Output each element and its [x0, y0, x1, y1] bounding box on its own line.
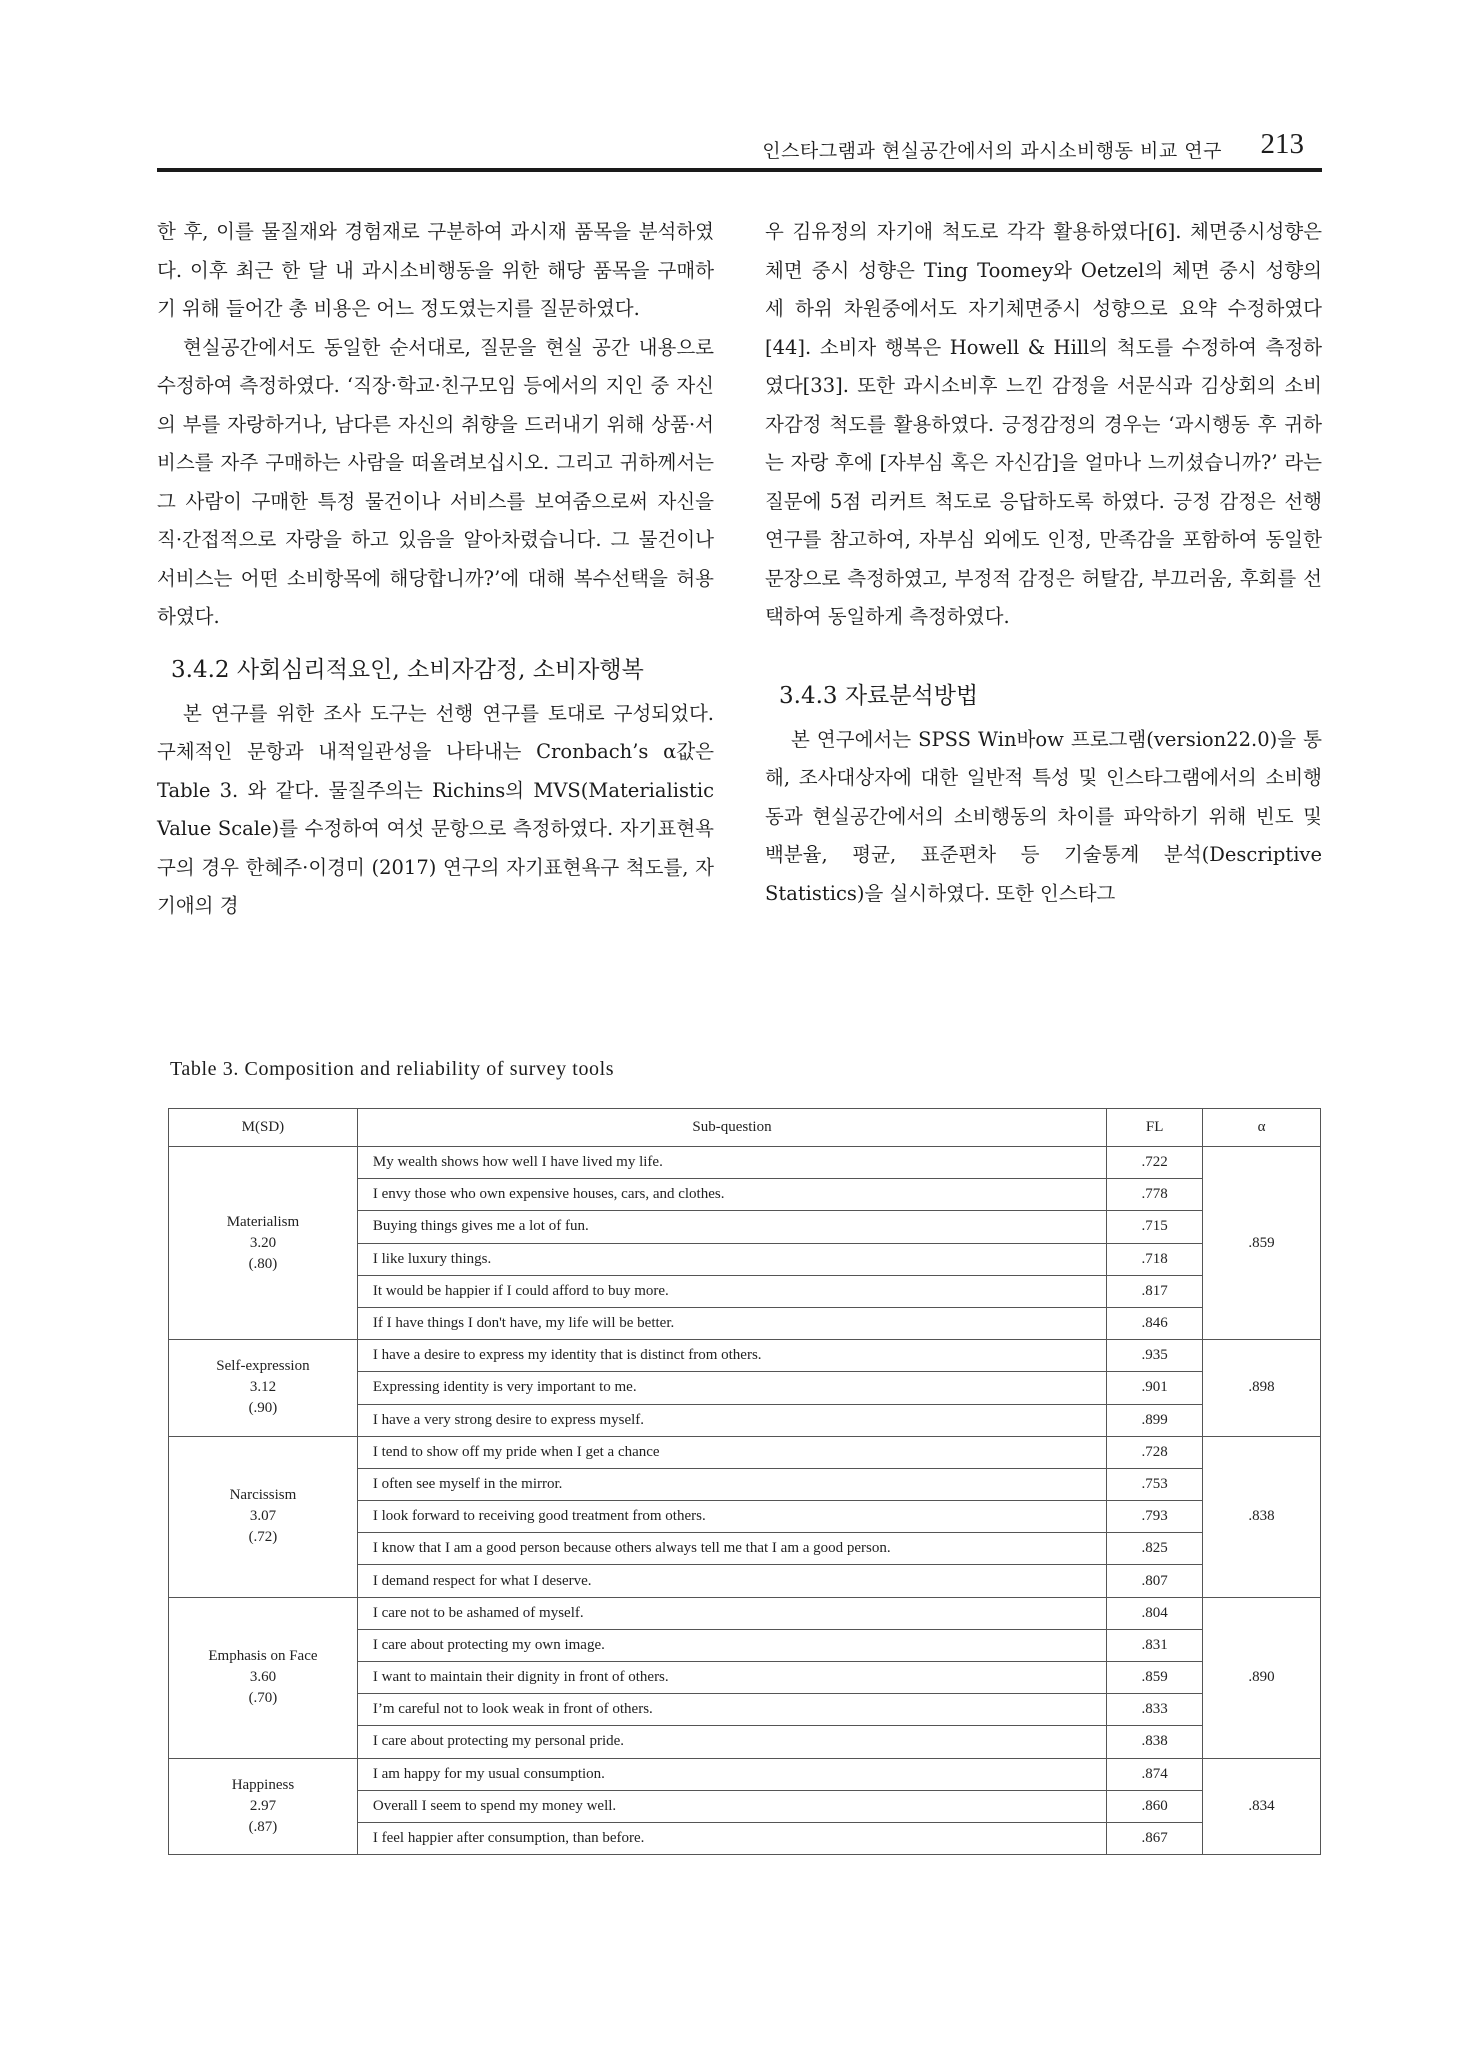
subquestion-cell: My wealth shows how well I have lived my life. [357, 1147, 1106, 1179]
construct-mean: 3.20 [249, 1234, 277, 1251]
subquestion-cell: I have a desire to express my identity that is distinct from others. [357, 1340, 1106, 1372]
factor-loading-cell: .728 [1107, 1436, 1203, 1468]
left-paragraph-1: 한 후, 이를 물질재와 경험재로 구분하여 과시재 품목을 분석하였다. 이후 최근 한 달 내 과시소비행동을 위한 해당 품목을 구매하기 위해 들어간 총 비용은 어느 정도였는지를 질문하였다. [157, 220, 714, 320]
construct-mean: 3.60 [249, 1669, 277, 1686]
factor-loading-cell: .860 [1107, 1790, 1203, 1822]
page-header [157, 128, 1322, 172]
subquestion-cell: Overall I seem to spend my money well. [357, 1790, 1106, 1822]
factor-loading-cell: .722 [1107, 1147, 1203, 1179]
construct-mean: 3.07 [249, 1508, 277, 1525]
left-column [157, 213, 714, 926]
construct-sd: (.72) [248, 1529, 278, 1546]
factor-loading-cell: .838 [1107, 1726, 1203, 1758]
factor-loading-cell: .935 [1107, 1340, 1203, 1372]
header-alpha: α [1203, 1109, 1321, 1147]
construct-sd: (.87) [248, 1818, 278, 1835]
right-paragraph-1: 우 김유정의 자기애 척도로 각각 활용하였다[6]. 체면중시성향은 체면 중시 성향은 Ting Toomey와 Oetzel의 체면 중시 성향의 세 하위 차원중에서도 자기체면중시 성향으로 요약 수정하였다[44]. 소비자 행복은 Howell & Hill의 척도를 수정하여 측정하였다[33]. 또한 과시소비후 느낀 감정을 서문식과 김상회의 소비자감정 척도를 활용하였다. 긍정감정의 경우는 ‘과시행동 후 귀하는 자랑 후에 [자부심 혹은 자신감]을 얼마나 느끼셨습니까?’ 라는 질문에 5점 리커트 척도로 응답하도록 하였다. 긍정 감정은 선행연구를 참고하여, 자부심 외에도 인정, 만족감을 포함하여 동일한 문장으로 측정하였고, 부정적 감정은 허탈감, 부끄러움, 후회를 선택하여 동일하게 측정하였다. [765, 220, 1322, 628]
subquestion-cell: If I have things I don't have, my life will be better. [357, 1307, 1106, 1339]
subquestion-cell: I want to maintain their dignity in front of others. [357, 1662, 1106, 1694]
subquestion-cell: I care about protecting my own image. [357, 1629, 1106, 1661]
table-row [169, 1436, 1321, 1468]
construct-name: Materialism [226, 1213, 300, 1230]
subquestion-cell: I tend to show off my pride when I get a chance [357, 1436, 1106, 1468]
table-caption: Table 3. Composition and reliability of survey tools [170, 1058, 615, 1080]
subquestion-cell: I care about protecting my personal pride. [357, 1726, 1106, 1758]
construct-name: Happiness [231, 1776, 295, 1793]
construct-cell [169, 1597, 358, 1758]
section-heading-3-4-3: 3.4.3 자료분석방법 [779, 682, 979, 709]
factor-loading-cell: .831 [1107, 1629, 1203, 1661]
factor-loading-cell: .859 [1107, 1662, 1203, 1694]
subquestion-cell: I demand respect for what I deserve. [357, 1565, 1106, 1597]
construct-sd: (.70) [248, 1690, 278, 1707]
alpha-cell: .898 [1203, 1340, 1321, 1437]
factor-loading-cell: .778 [1107, 1179, 1203, 1211]
table-body [169, 1147, 1321, 1855]
left-paragraph-3: 본 연구를 위한 조사 도구는 선행 연구를 토대로 구성되었다. 구체적인 문항과 내적일관성을 나타내는 Cronbach’s α값은 Table 3. 와 같다. 물질주의는 Richins의 MVS(Materialistic Value Scale)를 수정하여 여섯 문항으로 측정하였다. 자기표현욕구의 경우 한혜주·이경미 (2017) 연구의 자기표현욕구 척도를, 자기애의 경 [157, 701, 714, 917]
subquestion-cell: I feel happier after consumption, than before. [357, 1822, 1106, 1854]
factor-loading-cell: .825 [1107, 1533, 1203, 1565]
subquestion-cell: I care not to be ashamed of myself. [357, 1597, 1106, 1629]
survey-table [168, 1108, 1321, 1855]
factor-loading-cell: .817 [1107, 1275, 1203, 1307]
construct-name: Self-expression [216, 1358, 310, 1375]
construct-cell [169, 1147, 358, 1340]
table-row [169, 1340, 1321, 1372]
header-fl: FL [1107, 1109, 1203, 1147]
subquestion-cell: I envy those who own expensive houses, cars, and clothes. [357, 1179, 1106, 1211]
construct-name: Narcissism [229, 1487, 297, 1504]
subquestion-cell: I have a very strong desire to express myself. [357, 1404, 1106, 1436]
factor-loading-cell: .846 [1107, 1307, 1203, 1339]
table-row [169, 1147, 1321, 1179]
table-row [169, 1597, 1321, 1629]
factor-loading-cell: .715 [1107, 1211, 1203, 1243]
table-row [169, 1758, 1321, 1790]
factor-loading-cell: .833 [1107, 1694, 1203, 1726]
subquestion-cell: It would be happier if I could afford to buy more. [357, 1275, 1106, 1307]
subquestion-cell: I know that I am a good person because others always tell me that I am a good person. [357, 1533, 1106, 1565]
subquestion-cell: I often see myself in the mirror. [357, 1468, 1106, 1500]
left-paragraph-2: 현실공간에서도 동일한 순서대로, 질문을 현실 공간 내용으로 수정하여 측정하였다. ‘직장·학교·친구모임 등에서의 지인 중 자신의 부를 자랑하거나, 남다른 자신의 취향을 드러내기 위해 상품·서비스를 자주 구매하는 사람을 떠올려보십시오. 그리고 귀하께서는 그 사람이 구매한 특정 물건이나 서비스를 보여줌으로써 자신을 직·간접적으로 자랑을 하고 있음을 알아차렸습니다. 그 물건이나 서비스는 어떤 소비항목에 해당합니까?’에 대해 복수선택을 허용하였다. [157, 335, 714, 628]
factor-loading-cell: .901 [1107, 1372, 1203, 1404]
construct-sd: (.90) [248, 1400, 278, 1417]
subquestion-cell: I’m careful not to look weak in front of others. [357, 1694, 1106, 1726]
alpha-cell: .890 [1203, 1597, 1321, 1758]
subquestion-cell: I like luxury things. [357, 1243, 1106, 1275]
running-title: 인스타그램과 현실공간에서의 과시소비행동 비교 연구 [762, 140, 1222, 162]
construct-mean: 3.12 [249, 1379, 277, 1396]
section-heading-3-4-2: 3.4.2 사회심리적요인, 소비자감정, 소비자행복 [171, 656, 644, 683]
alpha-cell: .838 [1203, 1436, 1321, 1597]
header-subquestion: Sub-question [357, 1109, 1106, 1147]
factor-loading-cell: .753 [1107, 1468, 1203, 1500]
factor-loading-cell: .718 [1107, 1243, 1203, 1275]
right-paragraph-2: 본 연구에서는 SPSS Win바ow 프로그램(version22.0)을 통해, 조사대상자에 대한 일반적 특성 및 인스타그램에서의 소비행동과 현실공간에서의 소비행동의 차이를 파악하기 위해 빈도 및 백분율, 평균, 표준편차 등 기술통계 분석(Descriptive Statistics)을 실시하였다. 또한 인스타그 [765, 727, 1322, 905]
subquestion-cell: Buying things gives me a lot of fun. [357, 1211, 1106, 1243]
construct-sd: (.80) [248, 1255, 278, 1272]
construct-cell [169, 1436, 358, 1597]
page-number: 213 [1260, 128, 1304, 160]
construct-mean: 2.97 [249, 1797, 277, 1814]
subquestion-cell: I look forward to receiving good treatment from others. [357, 1501, 1106, 1533]
subquestion-cell: I am happy for my usual consumption. [357, 1758, 1106, 1790]
factor-loading-cell: .804 [1107, 1597, 1203, 1629]
factor-loading-cell: .867 [1107, 1822, 1203, 1854]
factor-loading-cell: .807 [1107, 1565, 1203, 1597]
table-header-row [169, 1109, 1321, 1147]
subquestion-cell: Expressing identity is very important to me. [357, 1372, 1106, 1404]
alpha-cell: .834 [1203, 1758, 1321, 1855]
construct-cell [169, 1340, 358, 1437]
factor-loading-cell: .874 [1107, 1758, 1203, 1790]
alpha-cell: .859 [1203, 1147, 1321, 1340]
header-msd: M(SD) [169, 1109, 358, 1147]
construct-name: Emphasis on Face [208, 1648, 318, 1665]
factor-loading-cell: .793 [1107, 1501, 1203, 1533]
factor-loading-cell: .899 [1107, 1404, 1203, 1436]
construct-cell [169, 1758, 358, 1855]
right-column [765, 213, 1322, 913]
